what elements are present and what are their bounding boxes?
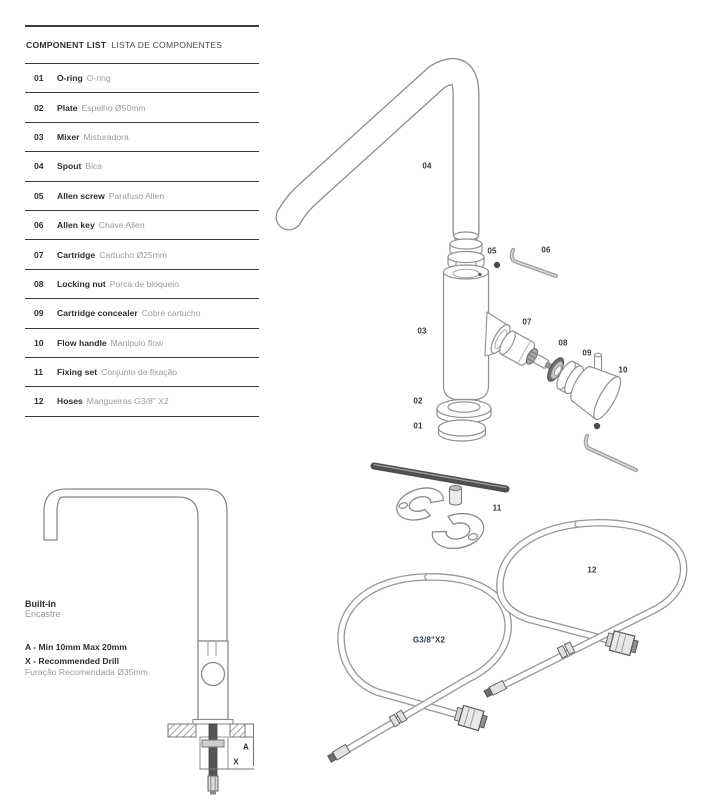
label-dim-a: A (243, 742, 249, 752)
component-name-en: Mixer (57, 131, 80, 142)
component-row (25, 270, 259, 299)
component-number: 06 (34, 220, 44, 231)
component-name-en: Locking nut (57, 278, 106, 289)
component-row (25, 329, 259, 358)
dimension-x-note-pt: Furação Recomendada Ø35mm (25, 667, 148, 677)
component-name-pt: Conjunto de fixação (101, 367, 178, 378)
component-number: 07 (34, 249, 44, 260)
component-name-pt: Chave Allen (98, 220, 145, 231)
component-name-en: Flow handle (57, 337, 107, 348)
component-name-pt: Mangueiras G3/8" X2 (86, 396, 169, 407)
component-number: 03 (34, 131, 44, 142)
component-name-pt: Manipulo flow (110, 337, 164, 348)
component-name-pt: O-ring (86, 73, 111, 84)
label-allen-screw: 05 (487, 246, 497, 256)
component-name-en: Cartridge (57, 249, 96, 260)
component-number: 02 (34, 102, 44, 113)
component-number: 08 (34, 278, 44, 289)
component-number: 09 (34, 308, 44, 319)
component-row (25, 182, 259, 211)
clamp-half-2 (429, 509, 487, 553)
component-name-pt: Cartucho Ø25mm (99, 249, 168, 260)
component-number: 11 (34, 367, 44, 378)
label-dim-x: X (233, 757, 239, 767)
component-row (25, 358, 259, 387)
handle-screw-drawing (594, 423, 600, 429)
label-locking-nut: 08 (558, 338, 568, 348)
component-name-pt: Porca de bloqueio (109, 278, 179, 289)
component-name-en: Cartridge concealer (57, 308, 138, 319)
component-number: 12 (34, 396, 44, 407)
component-name-en: Fixing set (57, 367, 98, 378)
component-row (25, 64, 259, 93)
component-number: 04 (34, 161, 44, 172)
label-mixer: 03 (417, 326, 427, 336)
hoses-drawing (327, 523, 683, 763)
component-name-pt: Misturadora (83, 131, 129, 142)
component-list-title-en: COMPONENT LIST (26, 40, 107, 50)
spout-drawing (289, 71, 478, 240)
component-name-en: Plate (57, 102, 78, 113)
label-fixing-set: 11 (492, 503, 502, 513)
label-hoses: 12 (587, 565, 597, 575)
label-hose-spec: G3/8"X2 (412, 635, 446, 645)
component-list-title-pt: LISTA DE COMPONENTES (111, 40, 223, 50)
component-list-header (25, 27, 259, 64)
hose-left (327, 577, 508, 763)
component-name-en: Allen key (57, 220, 95, 231)
hose-right (484, 523, 684, 698)
allen-screw-drawing (494, 262, 500, 268)
component-list (25, 25, 259, 417)
component-name-en: Hoses (57, 396, 83, 407)
component-row (25, 387, 259, 416)
component-name-en: O-ring (57, 73, 83, 84)
fixing-set-drawing (374, 465, 506, 553)
built-in-title (25, 599, 61, 619)
component-name-pt: Espelho Ø50mm (81, 102, 146, 113)
label-cartridge-concealer: 09 (582, 348, 592, 358)
label-o-ring: 01 (413, 421, 423, 431)
dimension-x-note: X - Recommended Drill (25, 656, 120, 666)
built-in-title-pt: Encastre (25, 609, 61, 619)
component-name-pt: Parafuso Allen (108, 190, 165, 201)
component-name-en: Allen screw (57, 190, 105, 201)
component-name-en: Spout (57, 161, 82, 172)
component-number: 10 (34, 337, 44, 348)
handle-allen-key-drawing (586, 436, 636, 470)
component-name-pt: Cobre cartucho (141, 308, 201, 319)
component-row (25, 123, 259, 152)
component-row (25, 211, 259, 240)
cartridge-assembly-drawing (484, 315, 626, 423)
component-row (25, 152, 259, 181)
label-cartridge: 07 (522, 317, 532, 327)
component-name-pt: Bica (85, 161, 103, 172)
o-ring-drawing (439, 420, 486, 441)
component-number: 01 (34, 73, 44, 84)
label-allen-key: 06 (541, 245, 551, 255)
label-flow-handle: 10 (618, 365, 628, 375)
label-plate: 02 (413, 396, 423, 406)
clamp-half-1 (393, 482, 448, 525)
component-row (25, 299, 259, 328)
component-row (25, 240, 259, 269)
label-spout: 04 (422, 161, 432, 171)
component-number: 05 (34, 190, 44, 201)
component-row (25, 93, 259, 122)
dimension-a-note: A - Min 10mm Max 20mm (25, 642, 127, 652)
built-in-title-en: Built-In (25, 599, 56, 609)
exploded-view (289, 71, 636, 470)
